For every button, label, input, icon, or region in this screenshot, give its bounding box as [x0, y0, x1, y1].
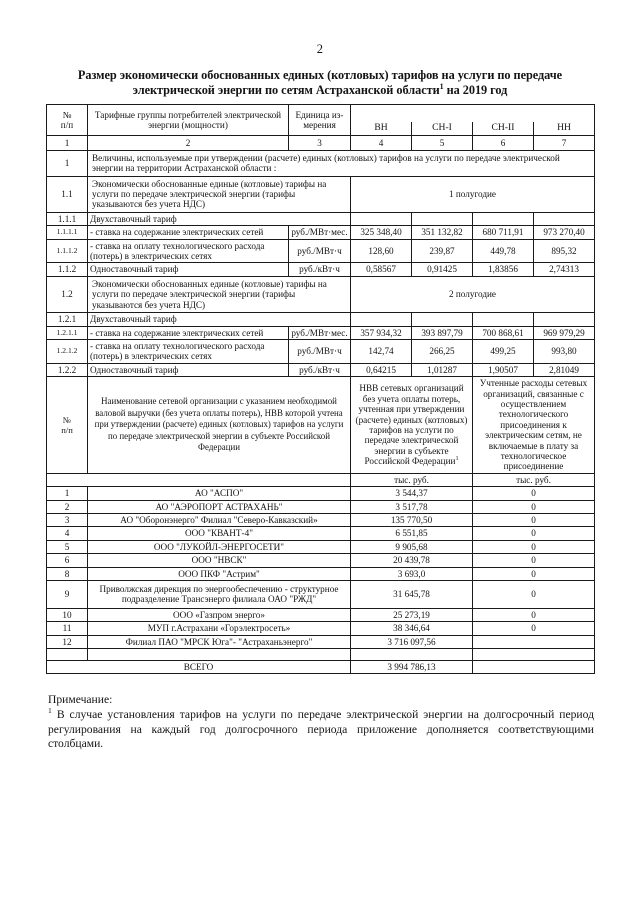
org-tp — [473, 635, 595, 648]
row-empty-vn — [351, 212, 412, 225]
value-nn: 993,80 — [534, 339, 595, 363]
org-index: 6 — [47, 554, 88, 567]
table-row — [47, 339, 595, 363]
row-empty-nn — [534, 212, 595, 225]
row-label: - ставка на содержание электрических сетей — [88, 326, 289, 339]
org-header-num-line2: п/п — [61, 424, 73, 435]
value-sn1: 0,91425 — [412, 263, 473, 276]
row-index: 1.1 — [47, 176, 88, 212]
org-header-num-line1: № — [62, 414, 72, 425]
org-tp: 0 — [473, 608, 595, 621]
column-number-row — [47, 135, 595, 150]
column-number-2: 2 — [88, 135, 289, 150]
org-tp: 0 — [473, 581, 595, 609]
row-index: 1.2.1.1 — [47, 326, 88, 339]
org-index: 12 — [47, 635, 88, 648]
table-row — [47, 622, 595, 635]
table-row — [47, 313, 595, 326]
total-tp — [473, 661, 595, 674]
org-name: Филиал ПАО "МРСК Юга"- "Астраханьэнерго" — [88, 635, 351, 648]
org-blank-index — [47, 649, 88, 661]
column-number-4: 4 — [351, 135, 412, 150]
org-blank-name — [88, 649, 351, 661]
value-vn: 357 934,32 — [351, 326, 412, 339]
org-nvv: 135 770,50 — [351, 514, 473, 527]
value-vn: 142,74 — [351, 339, 412, 363]
org-nvv: 31 645,78 — [351, 581, 473, 609]
org-tp: 0 — [473, 500, 595, 513]
page-title-footnote-mark: 1 — [439, 82, 444, 92]
row-label: - ставка на оплату технологического расхода (потерь) в электрических сетях — [88, 239, 289, 263]
value-nn: 973 270,40 — [534, 226, 595, 239]
header-num-line2: п/п — [60, 120, 74, 131]
table-row — [47, 581, 595, 609]
header-cell-vn: ВН — [351, 122, 412, 135]
page-title-line-2: электрической энергии по сетям Астраханской области — [132, 83, 440, 98]
table-row — [47, 540, 595, 553]
org-index: 11 — [47, 622, 88, 635]
row-unit: руб./МВт·мес. — [289, 226, 351, 239]
org-header-nvv-text: НВВ сетевых организаций без учета оплаты потерь, учтенная при утверждении (расчете) единых (котловых) тарифов на услуги по передаче электрической энергии в субъекте Российской Федерации — [355, 383, 468, 467]
org-index: 10 — [47, 608, 88, 621]
row-unit: руб./МВт·мес. — [289, 326, 351, 339]
note-footnote-mark: 1 — [48, 706, 52, 716]
table-row — [47, 608, 595, 621]
header-cell-groups: Тарифные группы потребителей электрической энергии (мощности) — [88, 105, 289, 135]
org-nvv: 25 273,19 — [351, 608, 473, 621]
row-empty-sn2 — [473, 212, 534, 225]
table-row — [47, 500, 595, 513]
table-row — [47, 514, 595, 527]
total-label: ВСЕГО — [47, 661, 351, 674]
column-number-6: 6 — [473, 135, 534, 150]
table-row — [47, 212, 595, 225]
value-nn: 895,32 — [534, 239, 595, 263]
period-label: 1 полугодие — [351, 176, 595, 212]
value-sn2: 1,90507 — [473, 363, 534, 376]
value-sn2: 1,83856 — [473, 263, 534, 276]
org-unit-row — [47, 473, 595, 486]
table-row — [47, 263, 595, 276]
table-row — [47, 487, 595, 500]
value-vn: 128,60 — [351, 239, 412, 263]
org-blank-row — [47, 649, 595, 661]
page-number: 2 — [316, 42, 324, 56]
org-name: МУП г.Астрахани «Горэлектросеть» — [88, 622, 351, 635]
row-index: 1.1.1 — [47, 212, 88, 225]
table-row — [47, 567, 595, 580]
row-empty-nn — [534, 313, 595, 326]
row-label: Двухставочный тариф — [88, 212, 351, 225]
row-index: 1.1.2 — [47, 263, 88, 276]
header-cell-sn1: СН-I — [412, 122, 473, 135]
row-label: Одноставочный тариф — [88, 363, 289, 376]
org-unit-nvv: тыс. руб. — [351, 473, 473, 486]
column-number-1: 1 — [47, 135, 88, 150]
org-name: АО "АСПО" — [88, 487, 351, 500]
row-index: 1.1.1.1 — [47, 226, 88, 239]
header-cell-num — [47, 105, 88, 135]
row-label: Экономически обоснованные единые (котловые) тарифы на услуги по передаче электрической энергии (тарифы указываются без учета НДС) — [88, 176, 351, 212]
table-row — [47, 635, 595, 648]
table-row — [47, 276, 595, 312]
table-row — [47, 176, 595, 212]
org-name: АО "Оборонэнерго" Филиал "Северо-Кавказский» — [88, 514, 351, 527]
column-number-3: 3 — [289, 135, 351, 150]
note-text: В случае установления тарифов на услуги по передаче электрической энергии на долгосрочный период регулирования на каждый год долгосрочного периода приложение дополняется соответствующими столбцами. — [48, 708, 594, 751]
org-index: 5 — [47, 540, 88, 553]
org-unit-tp: тыс. руб. — [473, 473, 595, 486]
row-index: 1.1.1.2 — [47, 239, 88, 263]
org-tp: 0 — [473, 622, 595, 635]
page-title-line-1: Размер экономически обоснованных единых (котловых) тарифов на услуги по передаче — [77, 68, 563, 82]
value-sn2: 680 711,91 — [473, 226, 534, 239]
org-header-name: Наименование сетевой организации с указанием необходимой валовой выручки (без учета оплаты потерь), НВВ которой учтена при утверждении (расчете) единых (котловых) тарифов на услуги по передаче электрической энергии в субъекте Российской Федерации — [88, 377, 351, 474]
header-cell-unit — [289, 105, 351, 135]
value-sn1: 351 132,82 — [412, 226, 473, 239]
value-vn: 0,58567 — [351, 263, 412, 276]
table-row — [47, 150, 595, 176]
tariff-table — [46, 104, 595, 674]
org-name: ООО "НВСК" — [88, 554, 351, 567]
value-sn2: 700 868,61 — [473, 326, 534, 339]
org-tp: 0 — [473, 540, 595, 553]
org-tp: 0 — [473, 514, 595, 527]
value-sn1: 393 897,79 — [412, 326, 473, 339]
header-unit-line1: Единица из- — [295, 109, 344, 120]
note-title: Примечание: — [48, 693, 113, 707]
table-row — [47, 226, 595, 239]
note-block — [46, 693, 594, 751]
org-total-row — [47, 661, 595, 674]
org-index: 2 — [47, 500, 88, 513]
column-number-7: 7 — [534, 135, 595, 150]
org-tp: 0 — [473, 554, 595, 567]
row-unit: руб./кВт·ч — [289, 363, 351, 376]
value-nn: 2,81049 — [534, 363, 595, 376]
org-index: 1 — [47, 487, 88, 500]
row-unit: руб./МВт·ч — [289, 239, 351, 263]
row-unit: руб./МВт·ч — [289, 339, 351, 363]
org-name: ООО "КВАНТ-4" — [88, 527, 351, 540]
org-index: 9 — [47, 581, 88, 609]
period-label: 2 полугодие — [351, 276, 595, 312]
org-nvv: 38 346,64 — [351, 622, 473, 635]
row-index: 1.2.1.2 — [47, 339, 88, 363]
org-name: АО "АЭРОПОРТ АСТРАХАНЬ" — [88, 500, 351, 513]
header-cell-sn2: СН-II — [473, 122, 534, 135]
org-name: Приволжская дирекция по энергообеспечению - структурное подразделение Трансэнерго филиала ОАО "РЖД" — [88, 581, 351, 609]
row-empty-sn1 — [412, 212, 473, 225]
org-name: ООО «Газпром энерго» — [88, 608, 351, 621]
org-name: ООО ПКФ "Астрим" — [88, 567, 351, 580]
value-sn2: 499,25 — [473, 339, 534, 363]
org-index: 4 — [47, 527, 88, 540]
org-tp: 0 — [473, 527, 595, 540]
org-blank-nvv — [351, 649, 473, 661]
org-nvv: 3 693,0 — [351, 567, 473, 580]
value-nn: 2,74313 — [534, 263, 595, 276]
org-index: 3 — [47, 514, 88, 527]
row-label: Одноставочный тариф — [88, 263, 289, 276]
org-header-nvv-footnote-mark: 1 — [455, 455, 459, 463]
row-empty-sn2 — [473, 313, 534, 326]
row-empty-vn — [351, 313, 412, 326]
org-tp: 0 — [473, 487, 595, 500]
org-tp: 0 — [473, 567, 595, 580]
page-title-line-2-tail: на 2019 год — [443, 83, 508, 98]
total-nvv: 3 994 786,13 — [351, 661, 473, 674]
org-table-header-row — [47, 377, 595, 474]
org-nvv: 9 905,68 — [351, 540, 473, 553]
org-nvv: 3 716 097,56 — [351, 635, 473, 648]
value-nn: 969 979,29 — [534, 326, 595, 339]
org-index: 8 — [47, 567, 88, 580]
row-index: 1.2 — [47, 276, 88, 312]
org-name: ООО "ЛУКОЙЛ-ЭНЕРГОСЕТИ" — [88, 540, 351, 553]
value-sn2: 449,78 — [473, 239, 534, 263]
row-label: Экономически обоснованных единые (котловые) тарифы на услуги по передаче электрической энергии (тарифы указываются без учета НДС) — [88, 276, 351, 312]
table-row — [47, 326, 595, 339]
value-vn: 325 348,40 — [351, 226, 412, 239]
org-nvv: 6 551,85 — [351, 527, 473, 540]
table-row — [47, 527, 595, 540]
org-header-nvv — [351, 377, 473, 474]
row-unit: руб./кВт·ч — [289, 263, 351, 276]
row-label: Величины, используемые при утверждении (расчете) единых (котловых) тарифов на услуги по передаче электрической энергии на территории Астраханской области : — [88, 150, 595, 176]
value-sn1: 1,01287 — [412, 363, 473, 376]
column-number-5: 5 — [412, 135, 473, 150]
header-unit-line2: мерения — [303, 120, 336, 131]
table-row — [47, 239, 595, 263]
org-nvv: 20 439,78 — [351, 554, 473, 567]
org-nvv: 3 544,37 — [351, 487, 473, 500]
row-label: Двухставочный тариф — [88, 313, 351, 326]
org-unit-empty-2 — [88, 473, 351, 486]
table-row — [47, 554, 595, 567]
value-vn: 0,64215 — [351, 363, 412, 376]
row-empty-sn1 — [412, 313, 473, 326]
row-index: 1.2.2 — [47, 363, 88, 376]
header-voltage-span — [351, 105, 595, 123]
row-label: - ставка на оплату технологического расхода (потерь) в электрических сетях — [88, 339, 289, 363]
org-blank-tp — [473, 649, 595, 661]
row-label: - ставка на содержание электрических сетей — [88, 226, 289, 239]
org-unit-empty-1 — [47, 473, 88, 486]
page-title — [46, 68, 594, 98]
row-index: 1 — [47, 150, 88, 176]
org-nvv: 3 517,78 — [351, 500, 473, 513]
row-index: 1.2.1 — [47, 313, 88, 326]
org-header-num — [47, 377, 88, 474]
table-header-row — [47, 105, 595, 123]
table-row — [47, 363, 595, 376]
header-num-line1: № — [62, 109, 72, 120]
header-cell-nn: НН — [534, 122, 595, 135]
org-header-tp: Учтенные расходы сетевых организаций, связанные с осуществлением технологического присоединения к электрическим сетям, не включаемые в плату за технологическое присоединение — [473, 377, 595, 474]
value-sn1: 266,25 — [412, 339, 473, 363]
value-sn1: 239,87 — [412, 239, 473, 263]
